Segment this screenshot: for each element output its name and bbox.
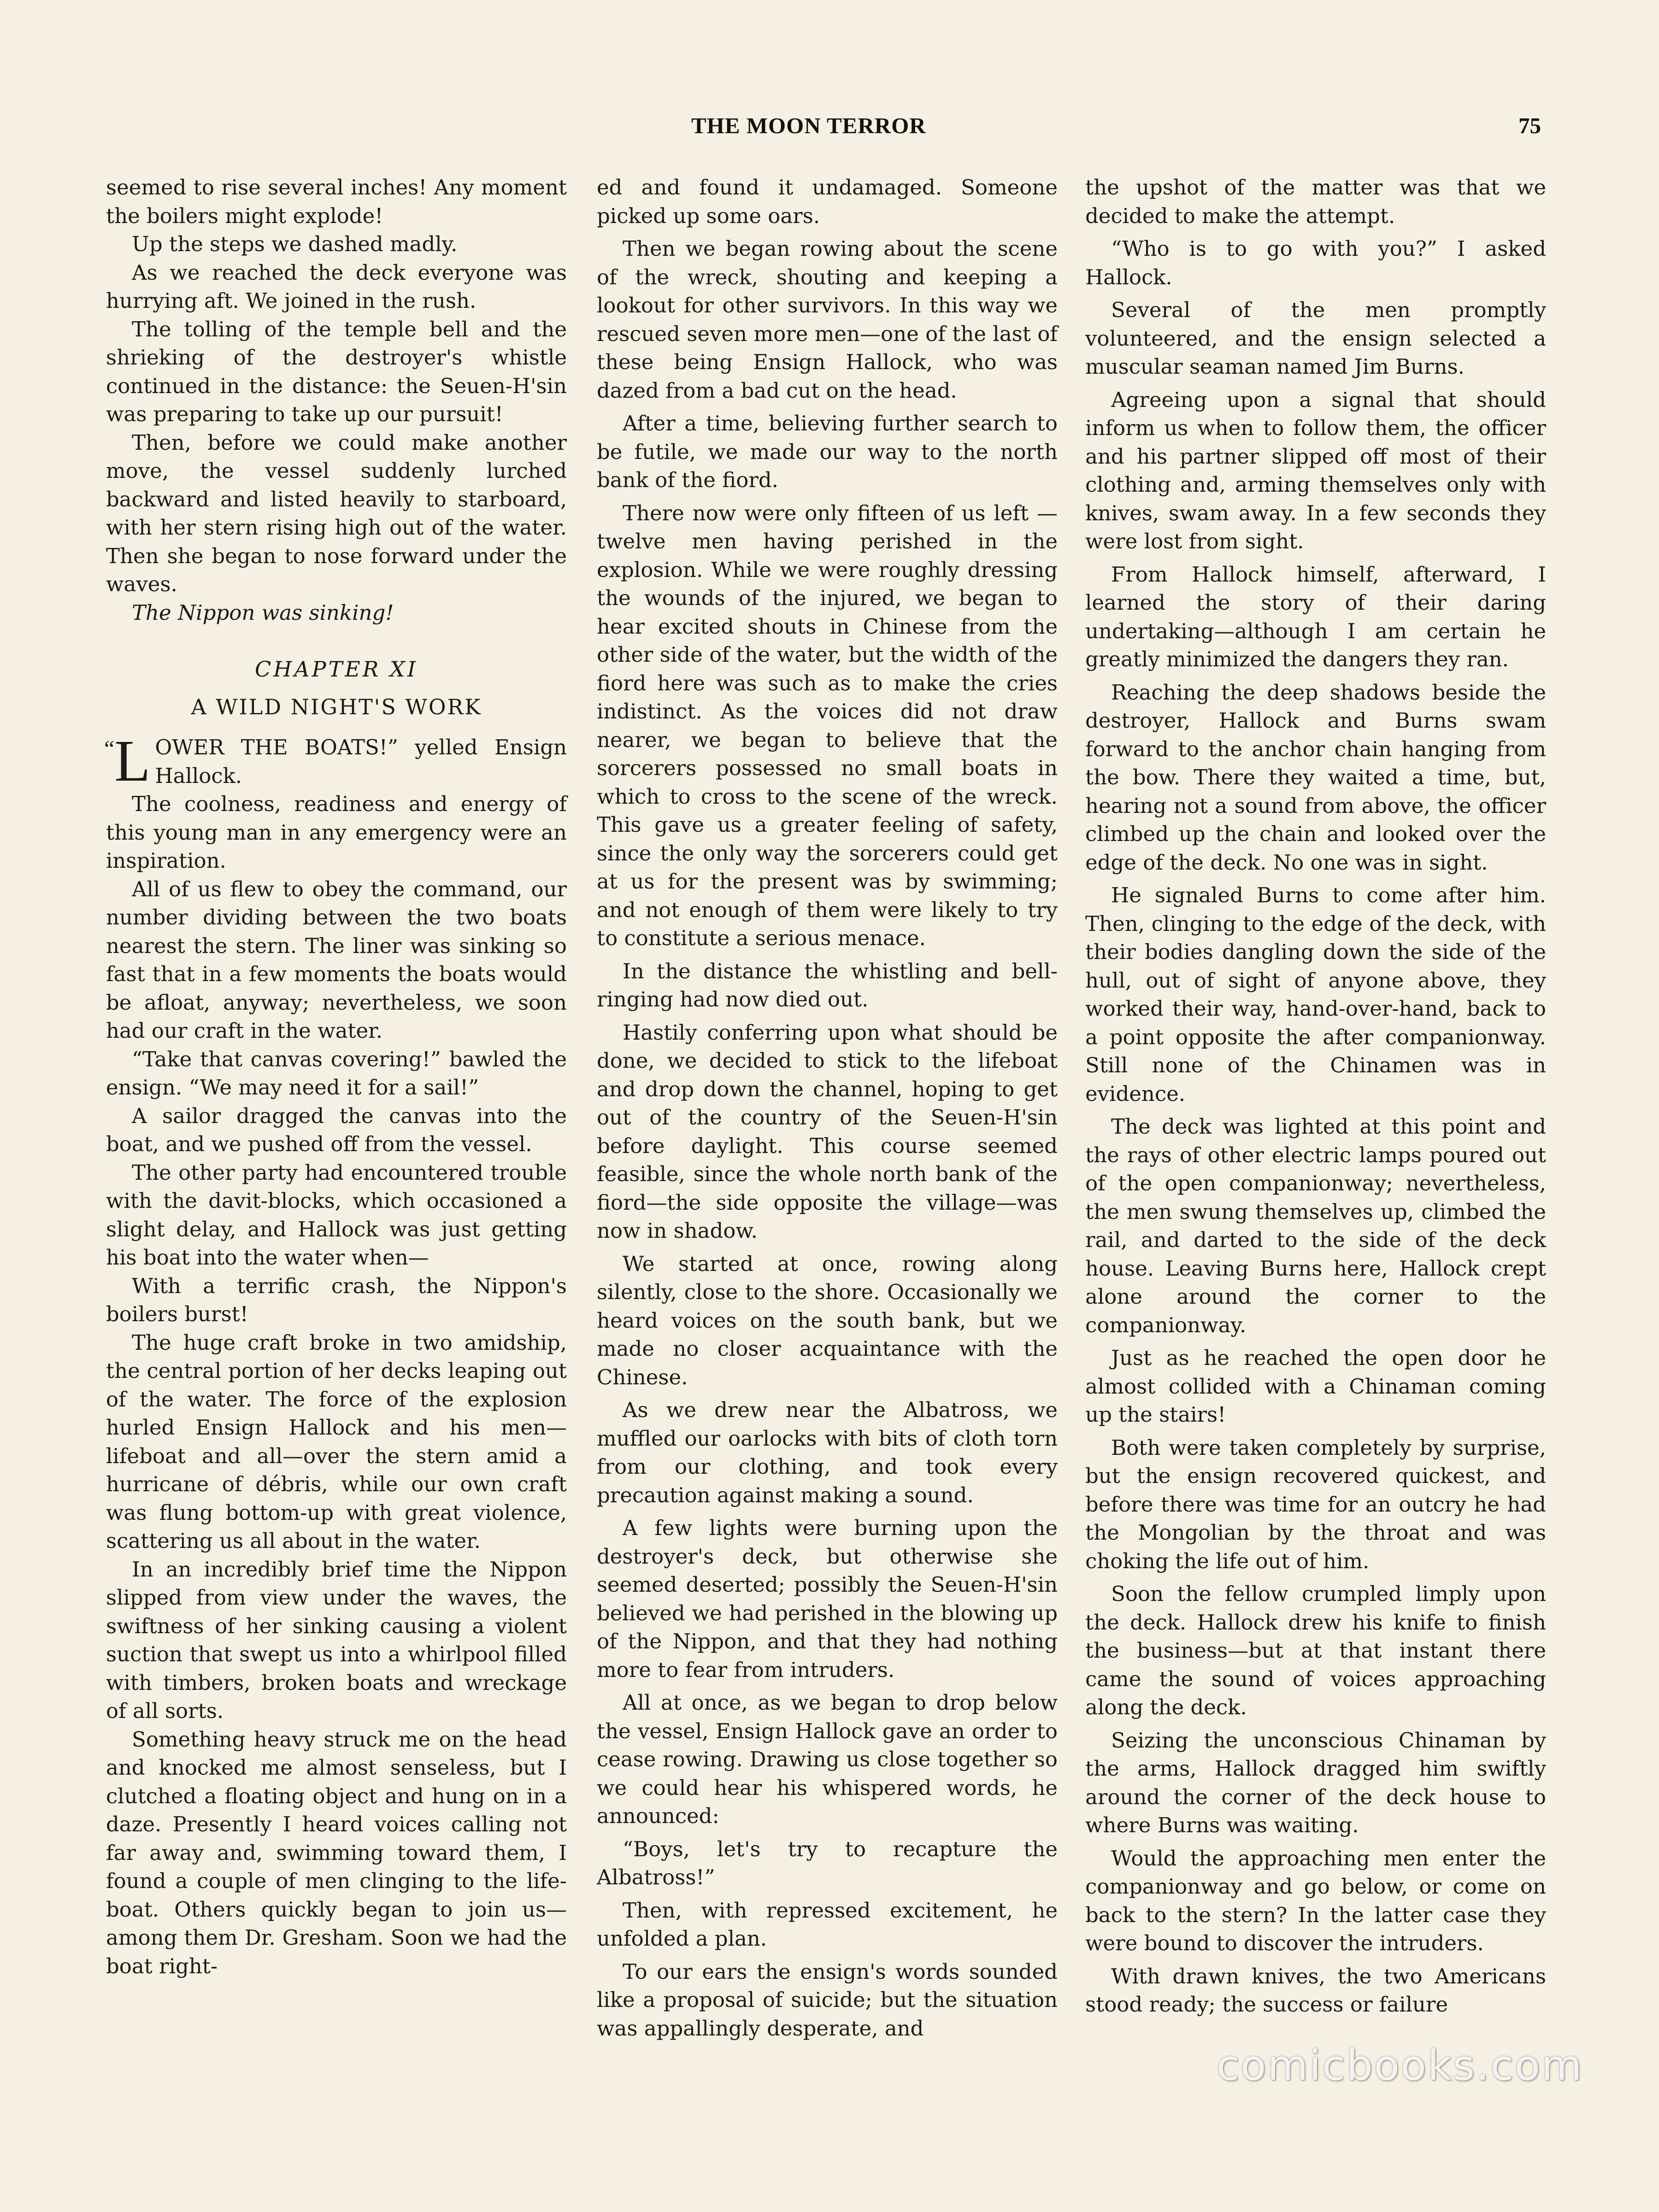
paragraph: As we drew near the Albatross, we muffled our oarlocks with bits of cloth torn from our clothing, and took every precaution against making a sound. [597, 1398, 1058, 1507]
paragraph: Soon the fellow crumpled limply upon the deck. Hallock drew his knife to finish the business—but at that instant there came the sound of voices approaching along the deck. [1085, 1582, 1546, 1719]
paragraph: Up the steps we dashed madly. [132, 232, 458, 256]
paragraph: Seizing the unconscious Chinaman by the arms, Hallock dragged him swiftly around the corner of the deck house to where Burns was waiting. [1085, 1728, 1546, 1837]
paragraph: In the distance the whistling and bell-ringing had now died out. [597, 959, 1058, 1012]
paragraph: Just as he reached the open door he almost collided with a Chinaman coming up the stairs! [1085, 1346, 1546, 1427]
paragraph: Agreeing upon a signal that should inform us when to follow them, the officer and his partner slipped off most of their clothing and, arming themselves only with knives, swam away. In a few seconds they were lost from sight. [1085, 387, 1546, 553]
chapter-title: A WILD NIGHT'S WORK [191, 694, 482, 719]
paragraph: The huge craft broke in two amidship, the central portion of her decks leaping out of the water. The force of the explosion hurled Ensign Hallock and his men—lifeboat and all—over the stern amid a hurricane of débris, while our own craft was flung bottom-up with great violence, scattering us all about in the water. [106, 1330, 567, 1553]
drop-cap-letter: L [114, 728, 151, 794]
chapter-label: CHAPTER XI [255, 657, 418, 682]
drop-cap [104, 728, 151, 794]
text-column-3 [1085, 173, 1546, 2019]
paragraph: In an incredibly brief time the Nippon slipped from view under the waves, the swiftness of her sinking causing a violent suction that swept us into a whirlpool filled with timbers, broken boats and wreckage of all sorts. [106, 1557, 567, 1723]
paragraph: All of us flew to obey the command, our number dividing between the two boats nearest the stern. The liner was sinking so fast that in a few moments the boats would be afloat, anyway; nevertheless, we soon had our craft in the water. [106, 877, 567, 1043]
paragraph: Both were taken completely by surprise, but the ensign recovered quickest, and before there was time for an outcry he had the Mongolian by the throat and was choking the life out of him. [1085, 1435, 1546, 1573]
site-watermark: comicbooks.com [1217, 2041, 1583, 2090]
paragraph: Several of the men promptly volunteered, and the ensign selected a muscular seaman named Jim Burns. [1085, 298, 1546, 379]
page-number: 75 [1518, 113, 1541, 138]
paragraph: “Who is to go with you?” I asked Hallock. [1085, 236, 1546, 289]
paragraph: A sailor dragged the canvas into the boat, and we pushed off from the vessel. [106, 1103, 567, 1156]
paragraph: Hastily conferring upon what should be done, we decided to stick to the lifeboat and drop down the channel, hoping to get out of the country of the Seuen-H'sin before daylight. This course seemed feasible, since the whole north bank of the fiord—the side opposite the village—was now in shadow. [597, 1020, 1058, 1243]
paragraph: With a terrific crash, the Nippon's boilers burst! [106, 1273, 567, 1326]
paragraph: A few lights were burning upon the destroyer's deck, but otherwise she seemed deserted; possibly the Seuen-H'sin believed we had perished in the blowing up of the Nippon, and that they had nothing more to fear from intruders. [597, 1516, 1058, 1682]
drop-cap-paragraph [104, 728, 567, 794]
paragraph: To our ears the ensign's words sounded like a proposal of suicide; but the situation was appallingly desperate, and [597, 1959, 1058, 2041]
paragraph: The other party had encountered trouble with the davit-blocks, which occasioned a slight delay, and Hallock was just getting his boat into the water when— [106, 1160, 567, 1270]
paragraph: the upshot of the matter was that we decided to make the attempt. [1085, 175, 1546, 228]
paragraph: He signaled Burns to come after him. Then, clinging to the edge of the deck, with their bodies dangling down the side of the hull, out of sight of anyone above, they worked their way, hand-over-hand, back to a point opposite the after companionway. Still none of the Chinamen was in evidence. [1085, 883, 1546, 1106]
paragraph: Something heavy struck me on the head and knocked me almost senseless, but I clutched a floating object and hung on in a daze. Presently I heard voices calling not far away and, swimming toward them, I found a couple of men clinging to the life-boat. Others quickly began to join us—among them Dr. Gresham. Soon we had the boat right- [106, 1727, 567, 1978]
paragraph: Reaching the deep shadows beside the destroyer, Hallock and Burns swam forward to the anchor chain hanging from the bow. There they waited a time, but, hearing not a sound from above, the officer climbed up the chain and looked over the edge of the deck. No one was in sight. [1085, 680, 1546, 875]
drop-cap-text: OWER THE BOATS!” yelled Ensign Hallock. [155, 735, 567, 788]
paragraph: Then, before we could make another move, the vessel suddenly lurched backward and listed heavily to starboard, with her stern rising high out of the water. Then she began to nose forward under the waves. [106, 430, 567, 596]
text-column-2 [597, 173, 1058, 2042]
paragraph: There now were only fifteen of us left —twelve men having perished in the explosion. While we were roughly dressing the wounds of the injured, we began to hear excited shouts in Chinese from the other side of the water, but the width of the fiord here was such as to make the cries indistinct. As the voices did not draw nearer, we began to believe that the sorcerers possessed no small boats in which to cross to the scene of the wreck. This gave us a greater feeling of safety, since the only way the sorcerers could get at us for the present was by swimming; and not enough of them were likely to try to constitute a serious menace. [597, 500, 1058, 950]
paragraph: ed and found it undamaged. Someone picked up some oars. [597, 175, 1058, 228]
paragraph: The deck was lighted at this point and the rays of other electric lamps poured out of the open companionway; nevertheless, the men swung themselves up, climbed the rail, and darted to the side of the deck house. Leaving Burns here, Hallock crept alone around the corner to the companionway. [1085, 1114, 1546, 1337]
paragraph: Then, with repressed excitement, he unfolded a plan. [597, 1898, 1058, 1951]
paragraph: As we reached the deck everyone was hurrying aft. We joined in the rush. [106, 260, 567, 313]
paragraph: “Take that canvas covering!” bawled the ensign. “We may need it for a sail!” [106, 1047, 567, 1100]
running-head: THE MOON TERROR [691, 113, 926, 138]
paragraph: After a time, believing further search to be futile, we made our way to the north bank of the fiord. [597, 411, 1058, 492]
paragraph: The coolness, readiness and energy of this young man in any emergency were an inspiration. [106, 792, 567, 873]
paragraph: Then we began rowing about the scene of the wreck, shouting and keeping a lookout for other survivors. In this way we rescued seven more men—one of the last of these being Ensign Hallock, who was dazed from a bad cut on the head. [597, 236, 1058, 403]
paragraph: We started at once, rowing along silently, close to the shore. Occasionally we heard voices on the south bank, but we made no closer acquaintance with the Chinese. [597, 1251, 1058, 1389]
paragraph: From Hallock himself, afterward, I learned the story of their daring undertaking—although I am certain he greatly minimized the dangers they ran. [1085, 562, 1546, 671]
closing-italic-line: The Nippon was sinking! [132, 600, 394, 625]
paragraph: The tolling of the temple bell and the shrieking of the destroyer's whistle continued in the distance: the Seuen-H'sin was preparing to take up our pursuit! [106, 317, 567, 426]
drop-cap-quote: “ [104, 735, 115, 761]
text-column-1 [106, 173, 567, 1980]
paragraph: With drawn knives, the two Americans stood ready; the success or failure [1085, 1964, 1546, 2017]
paragraph: Would the approaching men enter the companionway and go below, or come on back to the stern? In the latter case they were bound to discover the intruders. [1085, 1846, 1546, 1955]
paragraph: “Boys, let's try to recapture the Albatross!” [597, 1836, 1058, 1889]
paragraph: seemed to rise several inches! Any moment the boilers might explode! [106, 175, 567, 228]
paragraph: All at once, as we began to drop below the vessel, Ensign Hallock gave an order to cease rowing. Drawing us close together so we could hear his whispered words, he announced: [597, 1690, 1058, 1828]
